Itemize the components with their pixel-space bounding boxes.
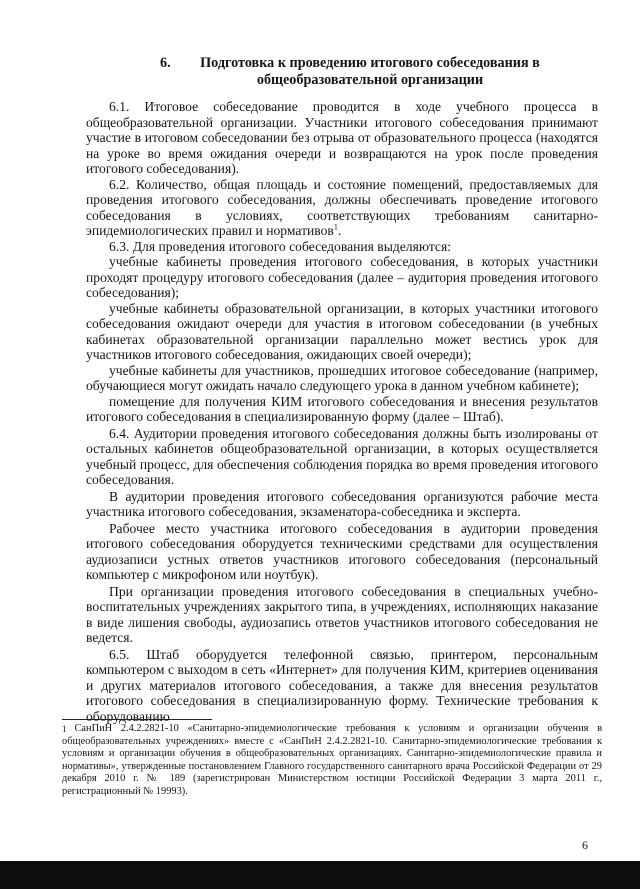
footnote-text: СанПиН 2.4.2.2821-10 «Санитарно-эпидемиологические требования к условиям и организации обучения в общеобразовательных учреждениях» вместе с «СанПиН 2.4.2.2821-10. Санитарно-эпидемиологические требования к условиям и организации обучения в общеобразовательных организациях. Санитарно-эпидемиологические правила и нормативы», утвержденные постановлением Главного государственного санитарного врача Российской Федерации от 29 декабря 2010 г. № 189 (зарегистрирован Министерством юстиции Российской Федерации 3 марта 2011 г., регистрационный № 19993). — [62, 723, 602, 797]
body-text — [86, 99, 598, 724]
paragraph-participant-workplace: Рабочее место участника итогового собеседования в аудитории проведения итогового собеседования оборудуется техническими средствами для осуществления аудиозаписи устных ответов участников итогового собеседования (персональный компьютер с микрофоном или ноутбук). — [86, 520, 598, 582]
section-title: Подготовка к проведению итогового собеседования в общеобразовательной организации — [200, 55, 540, 88]
paragraph-special-institutions: При организации проведения итогового собеседования в специальных учебно-воспитательных учреждениях закрытого типа, в учреждениях, исполняющих наказание в виде лишения свободы, аудиозапись ответов участников итогового собеседования не ведется. — [86, 583, 598, 645]
list-item-waiting-rooms: учебные кабинеты образовательной организации, в которых участники итогового собеседования ожидают очереди для участия в итоговом собеседовании (в учебных кабинетах образовательной организации параллельно может вестись урок для участников итогового собеседования, ожидающих своей очереди); — [86, 300, 598, 362]
paragraph-6-5: 6.5. Штаб оборудуется телефонной связью, принтером, персональным компьютером с выходом в сеть «Интернет» для получения КИМ, критериев оценивания и других материалов итогового собеседования, а также для внесения результатов итогового собеседования в специализированную форму. Технические требования к оборудованию — [86, 646, 598, 724]
section-number: 6. — [160, 55, 171, 71]
paragraph-6-4: 6.4. Аудитории проведения итогового собеседования должны быть изолированы от остальных кабинетов общеобразовательной организации, в которых осуществляется учебный процесс, для обеспечения соблюдения порядка во время проведения итогового собеседования. — [86, 425, 598, 487]
list-item-headquarters-room: помещение для получения КИМ итогового собеседования и внесения результатов итогового собеседования в специализированную форму (далее – Штаб). — [86, 393, 598, 424]
paragraph-6-2: 6.2. Количество, общая площадь и состояние помещений, предоставляемых для проведения итогового собеседования, должны обеспечивать проведение итогового собеседования в условиях, соответствующих требованиям санитарно-эпидемиологических правил и нормативов$^1$. — [86, 176, 598, 238]
list-item-exam-rooms: учебные кабинеты проведения итогового собеседования, в которых участники проходят процедуру итогового собеседования (далее – аудитория проведения итогового собеседования); — [86, 254, 598, 300]
section-heading — [110, 55, 570, 89]
paragraph-6-2-text: 6.2. Количество, общая площадь и состояние помещений, предоставляемых для проведения итогового собеседования, должны обеспечивать проведение итогового собеседования в условиях, соответствующих требованиям санитарно-эпидемиологических правил и нормативов — [86, 176, 598, 238]
page-number: 6 — [582, 838, 588, 852]
list-item-finished-rooms: учебные кабинеты для участников, прошедших итоговое собеседование (например, обучающиеся могут ожидать начало следующего урока в данном учебном кабинете); — [86, 362, 598, 393]
footnote-divider — [62, 719, 212, 720]
paragraph-6-1: 6.1. Итоговое собеседование проводится в ходе учебного процесса в общеобразовательной организации. Участники итогового собеседования принимают участие в итоговом собеседовании без отрыва от образовательного процесса (находятся на уроке во время ожидания очереди и возвращаются на урок после проведения итогового собеседования). — [86, 99, 598, 176]
paragraph-6-3: 6.3. Для проведения итогового собеседования выделяются: — [109, 238, 451, 254]
footnote — [62, 723, 602, 798]
scan-bottom-band — [0, 861, 640, 889]
footnote-mark: 1 — [62, 724, 67, 734]
paragraph-workplaces: В аудитории проведения итогового собеседования организуются рабочие места участника итогового собеседования, экзаменатора-собеседника и эксперта. — [86, 488, 598, 519]
footnote-reference: 1 — [333, 222, 338, 232]
